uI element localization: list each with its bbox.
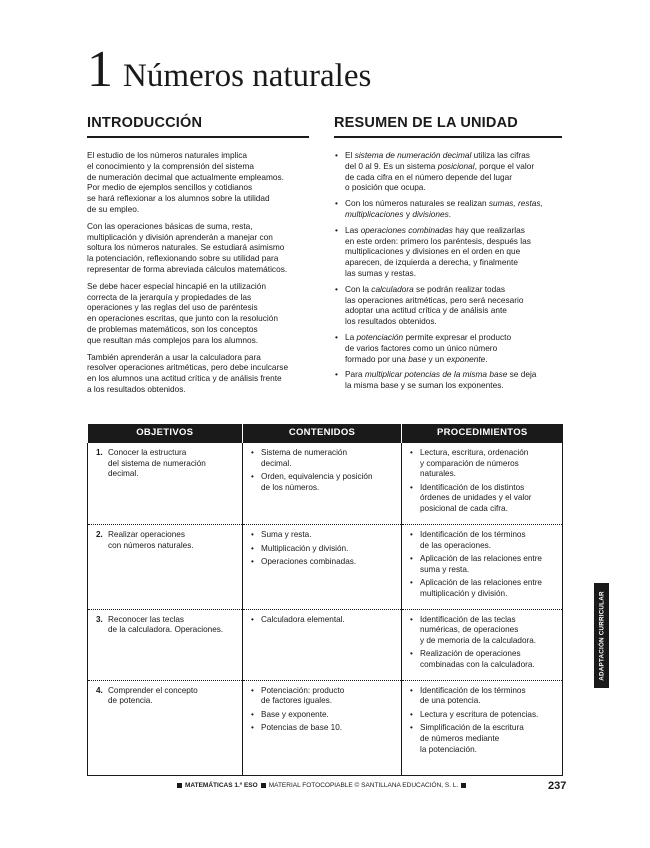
list-item: • Orden, equivalencia y posición de los números. [251,472,395,493]
square-bullet-icon [261,783,266,788]
introduction-section [87,115,309,401]
summary-item: • Las operaciones combinadas hay que realizarlas en este orden: primero los paréntesis, después las multiplicaciones y divisiones en el orden en que aparecen, de izquierda a derecha, y finalmente las sumas y restas. [334,225,562,279]
objective-text: Comprender el concepto de potencia. [108,685,198,706]
list-item: • Aplicación de las relaciones entre multiplicación y división. [410,578,556,599]
objective-cell [88,609,243,680]
side-tab [594,583,609,688]
intro-paragraph: Se debe hacer especial hincapié en la utilización correcta de la jerarquía y propiedades de las operaciones y las reglas del uso de paréntesis en operaciones escritas, que junto con la resolución de problemas matemáticos, son los conceptos que resultan más complejos para los alumnos. [87,280,278,345]
objective-text: Conocer la estructura del sistema de numeración decimal. [108,448,206,479]
summary-item: • Con la calculadora se podrán realizar todas las operaciones aritméticas, pero será necesario adoptar una actitud crítica y de análisis ante los resultados obtenidos. [334,284,562,327]
objective-text: Realizar operaciones con números naturales. [108,530,194,550]
list-item: • Calculadora elemental. [251,615,395,626]
procedures-cell [402,443,563,525]
summary-section [334,115,562,396]
intro-paragraph: El estudio de los números naturales implica el conocimiento y la comprensión del sistema de numeración decimal que actualmente empleamos. Por medio de ejemplos sencillos y cotidianos se hará reflexionar a los alumnos sobre la utilidad de su empleo. [87,150,284,214]
objective-cell [88,443,243,525]
chapter-title: Números naturales [123,58,372,94]
list-item: • Potencias de base 10. [251,723,395,734]
list-item: • Identificación de los términos de una potencia. [410,686,556,707]
objective-cell [88,680,243,775]
table-row [88,609,563,680]
list-item: • Aplicación de las relaciones entre suma y resta. [410,554,556,575]
introduction-heading: INTRODUCCIÓN [87,115,309,138]
list-item: • Identificación de las teclas numéricas, de operaciones y de memoria de la calculadora. [410,615,556,647]
objective-cell [88,525,243,610]
objective-number: 2. [96,530,103,539]
summary-item: • El sistema de numeración decimal utiliza las cifras del 0 al 9. Es un sistema posicional, porque el valor de cada cifra en el número depende del lugar o posición que ocupa. [334,150,562,193]
list-item: • Base y exponente. [251,710,395,721]
list-item: • Potenciación: producto de factores iguales. [251,686,395,707]
procedures-cell [402,680,563,775]
footer [174,782,469,789]
list-item: • Identificación de los términos de las operaciones. [410,530,556,551]
summary-item: • Para multiplicar potencias de la misma base se deja la misma base y se suman los exponentes. [334,369,562,391]
procedures-cell [402,609,563,680]
objective-number: 1. [96,448,103,457]
table-header-row [88,424,563,443]
list-item: • Suma y resta. [251,530,395,541]
objective-number: 4. [96,685,103,695]
list-item: • Lectura, escritura, ordenación y comparación de números naturales. [410,448,556,480]
table-row [88,525,563,610]
header-procedimientos: PROCEDIMIENTOS [402,424,563,443]
header-objetivos: OBJETIVOS [88,424,243,443]
chapter-heading [87,41,372,98]
side-tab-label: ADAPTACIÓN CURRICULAR [598,590,605,681]
page-number: 237 [548,780,567,792]
footer-subject: MATEMÁTICAS 1.º ESO [185,782,258,789]
list-item: • Simplificación de la escritura de números mediante la potenciación. [410,723,556,755]
list-item: • Identificación de los distintos órdenes de unidades y el valor posicional de cada cifra. [410,483,556,515]
list-item: • Operaciones combinadas. [251,557,395,568]
footer-credit: MATERIAL FOTOCOPIABLE © SANTILLANA EDUCACIÓN, S. L. [268,782,459,789]
contents-cell [243,609,402,680]
list-item: • Realización de operaciones combinadas con la calculadora. [410,649,556,670]
procedures-cell [402,525,563,610]
introduction-body [87,150,309,395]
objective-text: Reconocer las teclas de la calculadora. Operaciones. [108,614,224,635]
table-row [88,680,563,775]
summary-item: • La potenciación permite expresar el producto de varios factores como un único número formado por una base y un exponente. [334,332,562,364]
list-item: • Sistema de numeración decimal. [251,448,395,469]
contents-cell [243,680,402,775]
contents-cell [243,525,402,610]
summary-heading: RESUMEN DE LA UNIDAD [334,115,562,138]
summary-list [334,150,562,391]
contents-cell [243,443,402,525]
chapter-number: 1 [87,41,113,98]
square-bullet-icon [461,783,466,788]
table-row [88,443,563,525]
objective-number: 3. [96,614,103,624]
header-contenidos: CONTENIDOS [243,424,402,443]
curriculum-table [87,424,563,776]
square-bullet-icon [177,783,182,788]
summary-item: • Con los números naturales se realizan sumas, restas, multiplicaciones y divisiones. [334,198,562,220]
intro-paragraph: Con las operaciones básicas de suma, resta, multiplicación y división aprenderán a manejar con soltura los números naturales. Se estudiará asimismo la potenciación, reflexionando sobre su utilidad para representar de forma abreviada cálculos matemáticos. [87,220,288,274]
list-item: • Multiplicación y división. [251,544,395,555]
list-item: • Lectura y escritura de potencias. [410,710,556,721]
intro-paragraph: También aprenderán a usar la calculadora para resolver operaciones aritméticas, pero debe inculcarse en los alumnos una actitud crítica y de análisis frente a los resultados obtenidos. [87,351,289,394]
